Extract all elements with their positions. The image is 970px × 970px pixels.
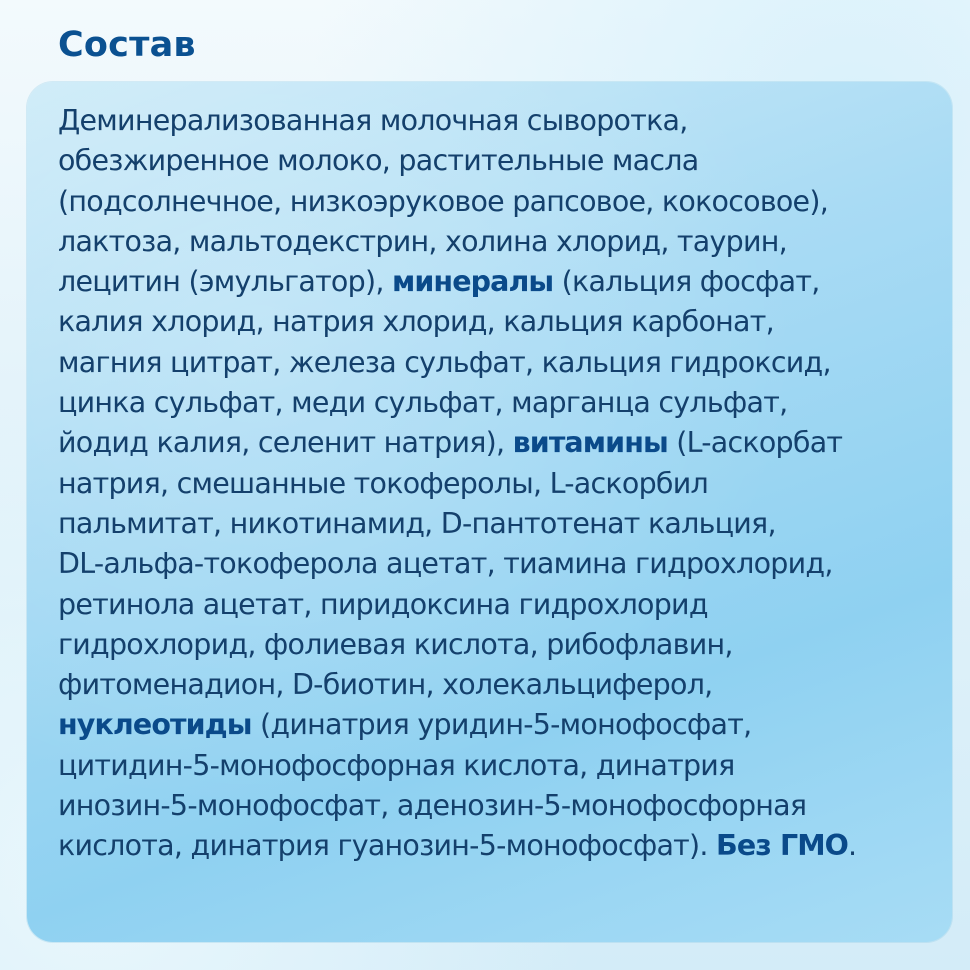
ingredient-text: йодид калия, селенит натрия), — [58, 426, 513, 460]
ingredients-text — [58, 101, 938, 867]
ingredient-line — [58, 262, 938, 302]
ingredient-group-label: витамины — [512, 426, 668, 460]
ingredient-line — [58, 504, 938, 544]
ingredient-text: (подсолнечное, низкоэруковое рапсовое, кокосовое), — [58, 184, 829, 218]
ingredient-text: лецитин (эмульгатор), — [58, 265, 392, 299]
ingredient-text: гидрохлорид, фолиевая кислота, рибофлавин, — [58, 627, 733, 661]
ingredient-text: пальмитат, никотинамид, D-пантотенат кальция, — [58, 506, 776, 540]
ingredient-text: цитидин-5-монофосфорная кислота, динатрия — [58, 748, 735, 782]
ingredient-text: обезжиренное молоко, растительные масла — [58, 144, 699, 178]
ingredient-text: фитоменадион, D-биотин, холекальциферол, — [58, 668, 713, 702]
ingredient-group-label: минералы — [391, 265, 554, 299]
ingredient-text: . — [848, 829, 857, 863]
ingredient-text: (L-аскорбат — [667, 426, 843, 460]
ingredient-line — [58, 786, 938, 826]
ingredient-line — [58, 141, 938, 181]
ingredient-line — [58, 585, 938, 625]
ingredient-text: (динатрия уридин-5-монофосфат, — [251, 708, 752, 742]
ingredient-line — [58, 101, 938, 141]
ingredient-line — [58, 464, 938, 504]
ingredient-group-label: нуклеотиды — [58, 708, 252, 742]
ingredient-text: кислота, динатрия гуанозин-5-монофосфат). — [58, 829, 717, 863]
ingredient-text: (кальция фосфат, — [553, 265, 820, 299]
ingredient-line — [58, 705, 938, 745]
ingredient-text: цинка сульфат, меди сульфат, марганца сульфат, — [58, 386, 788, 420]
ingredient-line — [58, 383, 938, 423]
ingredient-line — [58, 343, 938, 383]
ingredient-text: инозин-5-монофосфат, аденозин-5-монофосфорная — [58, 789, 807, 823]
ingredient-line — [58, 182, 938, 222]
page-title: Состав — [58, 25, 196, 65]
ingredient-line — [58, 665, 938, 705]
ingredient-text: Деминерализованная молочная сыворотка, — [58, 104, 688, 137]
ingredient-group-label: Без ГМО — [716, 829, 849, 863]
ingredient-line — [58, 544, 938, 584]
ingredient-line — [58, 222, 938, 262]
ingredient-text: ретинола ацетат, пиридоксина гидрохлорид — [58, 587, 708, 621]
ingredient-text: магния цитрат, железа сульфат, кальция гидроксид, — [58, 345, 831, 379]
ingredient-text: натрия, смешанные токоферолы, L-аскорбил — [58, 466, 708, 500]
ingredients-card — [27, 82, 952, 942]
ingredient-text: калия хлорид, натрия хлорид, кальция карбонат, — [58, 305, 774, 339]
ingredient-line — [58, 302, 938, 342]
ingredient-line — [58, 423, 938, 463]
ingredient-text: лактоза, мальтодекстрин, холина хлорид, таурин, — [58, 224, 787, 258]
ingredient-line — [58, 826, 938, 866]
ingredient-text: DL-альфа-токоферола ацетат, тиамина гидрохлорид, — [58, 547, 833, 581]
ingredient-line — [58, 746, 938, 786]
ingredient-line — [58, 625, 938, 665]
